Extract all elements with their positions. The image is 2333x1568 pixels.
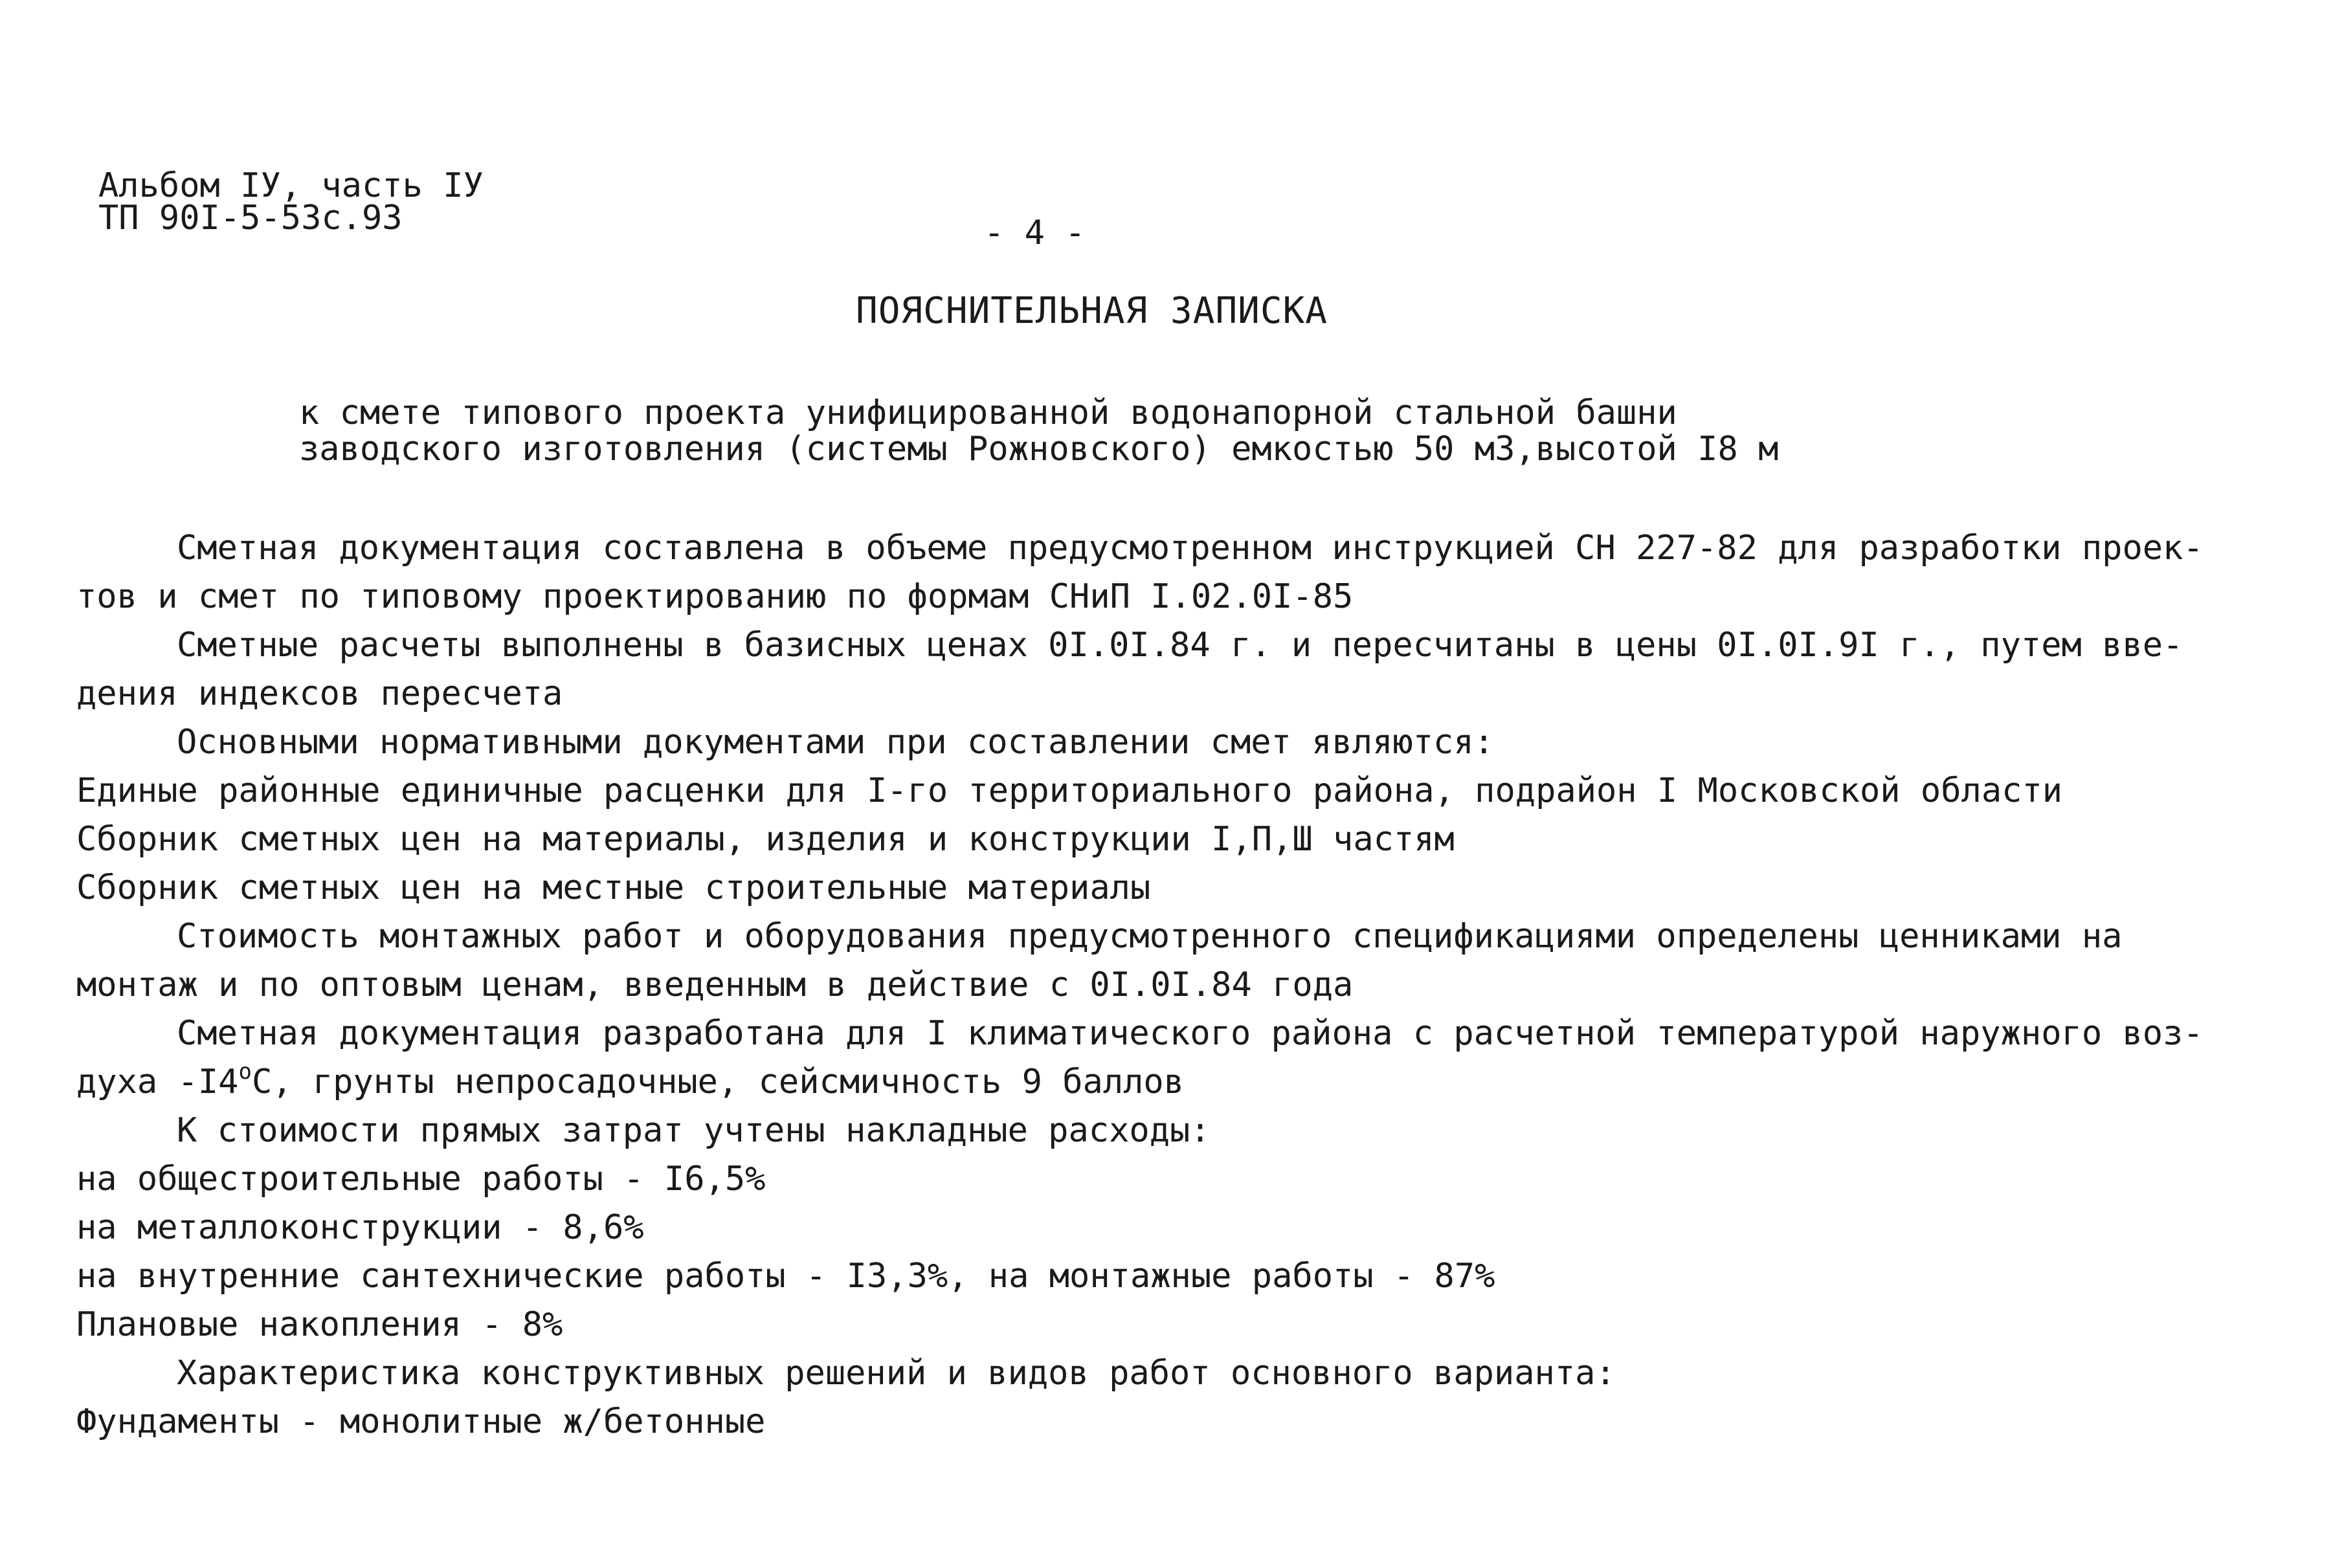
text-line: Стоимость монтажных работ и оборудования предусмотренного спецификациями определены ценниками на <box>177 917 2123 956</box>
text-line: Сметная документация составлена в объеме предусмотренном инструкцией СН 227-82 для разработки проек- <box>177 529 2204 568</box>
text-line: Сметные расчеты выполнены в базисных ценах 0I.0I.84 г. и пересчитаны в цены 0I.0I.9I г., путем вве- <box>177 626 2183 665</box>
text-line: на внутренние сантехнические работы - I3,3%, на монтажные работы - 87% <box>76 1257 1495 1296</box>
text-line: дения индексов пересчета <box>76 674 563 713</box>
text-line: монтаж и по оптовым ценам, введенным в действие с 0I.0I.84 года <box>76 966 1354 1004</box>
text-line: на металлоконструкции - 8,6% <box>76 1208 644 1247</box>
text-line: Фундаменты - монолитные ж/бетонные <box>76 1402 766 1441</box>
album-header <box>98 166 484 237</box>
text-fragment: духа -I4 <box>76 1063 239 1101</box>
text-line: Основными нормативными документами при составлении смет являются: <box>177 723 1494 762</box>
album-label: Альбом IУ, часть IУ <box>98 166 484 205</box>
text-line: на общестроительные работы - I6,5% <box>76 1160 766 1198</box>
text-line: Сборник сметных цен на материалы, изделия и конструкции I,П,Ш частям <box>76 820 1455 859</box>
subtitle-line: к смете типового проекта унифицированной водонапорной стальной башни <box>299 393 1677 432</box>
text-line: К стоимости прямых затрат учтены накладные расходы: <box>177 1111 1211 1150</box>
text-line <box>76 1058 2264 1107</box>
subtitle-line: заводского изготовления (системы Рожновского) емкостью 50 м3,высотой I8 м <box>299 430 1779 469</box>
degree-superscript: о <box>238 1059 252 1085</box>
text-line: Характеристика конструктивных решений и видов работ основного варианта: <box>177 1354 1616 1393</box>
text-fragment: С, грунты непросадочные, сейсмичность 9 баллов <box>251 1063 1185 1101</box>
document-subtitle <box>299 395 1778 467</box>
document-title: ПОЯСНИТЕЛЬНАЯ ЗАПИСКА <box>856 290 1328 332</box>
body-text <box>76 524 2264 1446</box>
text-line: тов и смет по типовому проектированию по формам СНиП I.02.0I-85 <box>76 577 1354 616</box>
text-line: Сборник сметных цен на местные строительные материалы <box>76 868 1151 907</box>
text-line: Сметная документация разработана для I климатического района с расчетной температурой наружного воз- <box>177 1014 2204 1053</box>
text-line: Плановые накопления - 8% <box>76 1305 563 1344</box>
page-number: - 4 - <box>984 214 1086 252</box>
project-code: ТП 90I-5-53с.93 <box>98 199 403 237</box>
text-line: Единые районные единичные расценки для I-го территориального района, подрайон I Московской области <box>76 771 2063 810</box>
